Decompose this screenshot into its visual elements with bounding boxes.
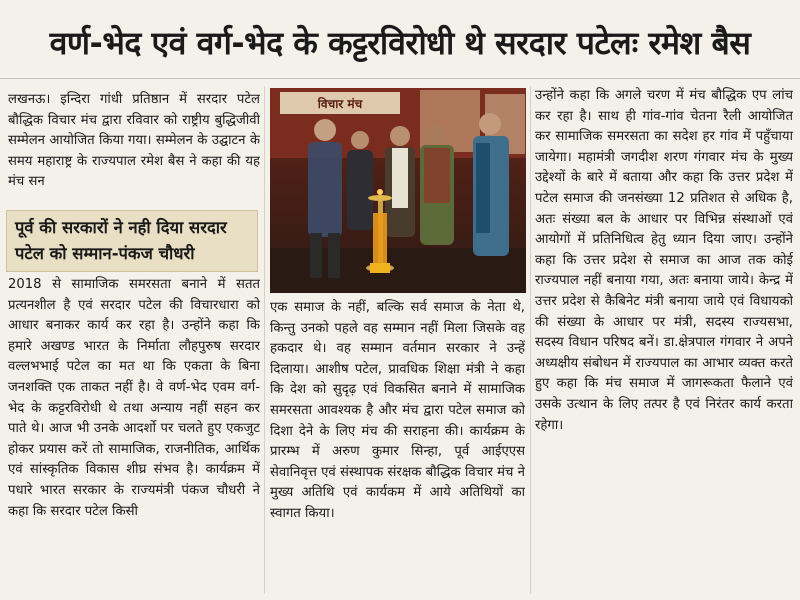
article-paragraph: एक समाज के नहीं, बल्कि सर्व समाज के नेता थे, किन्तु उनको पहले वह सम्मान नहीं मिला जिसके वह हकदार थे। वह सम्मान वर्तमान सरकार ने उन्हें दिलाया। आशीष पटेल, प्रावधिक शिक्षा मंत्री ने कहा कि देश को सुदृढ़ एवं विकसित बनाने में सामाजिक समरसता आवश्यक है और मंच द्वारा पटेल समाज को दिशा देने के लिए मंच की सराहना की। कार्यक्रम के प्रारम्भ में अरुण कुमार सिन्हा, पूर्व आईएएस सेवानिवृत्त एवं संस्थापक संरक्षक बौद्धिक विचार मंच ने मुख्य अतिथि एवं कार्यकम में आये अतिथियों का स्वागत किया। xyxy=(270,300,525,521)
article-column-left-top xyxy=(8,90,260,210)
event-photo xyxy=(270,88,526,293)
column-divider xyxy=(264,86,265,594)
article-paragraph: उन्होंने कहा कि अगले चरण में मंच बौद्धिक एप लांच कर रहा है। साथ ही गांव-गांव चेतना रैली आयोजित कर सामाजिक समरसता का सदेश हर गांव में पहुँचाया जायेगा। महामंत्री जगदीश शरण गंगवार मंच के मुख्य उद्देश्यों के बारे में बताया और कहा कि उत्तर प्रदेश में पटेल समाज की जनसंख्या 12 प्रतिशत से अधिक है, अतः संख्या बल के आधार पर विभिन्न संस्थाओं एवं आयोगों में प्रतिनिधित्व हेतु ध्यान दिया जाए। उन्होंने कहा कि उत्तर प्रदेश से समाज का आज तक कोई राज्यपाल नहीं बनाया गया, अतः बनाया जाये। केन्द्र में उत्तर प्रदेश से कैबिनेट मंत्री बनाया जाये एवं विधायको की संख्या के आधार पर मंत्री, सदस्य राज्यसभा, सदस्य विधान परिषद बनें। डा.क्षेत्रपाल गंगवार ने अपने अध्यक्षीय संबोधन में राज्यपाल का आभार व्यक्त करते हुए कहा कि मंच समाज में जागरूकता फैलाने एवं उसके उत्थान के लिए तत्पर है एवं निरंतर कार्य करता रहेगा। xyxy=(535,88,793,433)
banner-portrait xyxy=(420,90,480,152)
event-photo-illustration xyxy=(270,88,526,293)
article-paragraph: 2018 से सामाजिक समरसता बनाने में सतत प्रत्यनशील है एवं सरदार पटेल की विचारधारा को आधार बनाकर कार्य कर रहा है। उन्होंने कहा कि हमारे अखण्ड भारत के निर्माता लौहपुरुष सरदार वल्लभभाई पटेल का मत था कि एकता के बिना जनशक्ति एक ताकत नहीं है। वे वर्ण-भेद एवम वर्ग-भेद के कट्टरविरोधी थे तथा अन्याय नहीं सहन कर पाते थे। आज भी उनके आदर्शो पर चलते हुए एकजुट होकर प्रयास करें तो सामाजिक, राजनीतिक, आर्थिक एवं सांस्कृतिक विकास शीघ्र संभव है। कार्यक्रम में पधारे भारत सरकार के राज्यमंत्री पंकज चौधरी ने कहा कि सरदार पटेल किसी xyxy=(8,277,260,519)
article-paragraph: लखनऊ। इन्दिरा गांधी प्रतिष्ठान में सरदार पटेल बौद्धिक विचार मंच द्वारा रविवार को राष्ट्रीय बुद्धिजीवी सम्मेलन आयोजित किया गया। सम्मेलन के उद्घाटन के समय महाराष्ट्र के राज्यपाल रमेश बैस ने कहा की यह मंच सन xyxy=(8,92,260,190)
column-divider xyxy=(530,86,531,594)
article-column-left-bottom xyxy=(8,275,260,593)
subheadline-box xyxy=(6,210,258,272)
banner-text: विचार मंच xyxy=(317,97,363,111)
article-column-middle xyxy=(270,298,525,593)
subheadline: पूर्व की सरकारों ने नही दिया सरदार पटेल को सम्मान-पंकज चौधरी xyxy=(15,218,227,263)
headline: वर्ण-भेद एवं वर्ग-भेद के कट्टरविरोधी थे सरदार पटेलः रमेश बैस xyxy=(0,8,800,79)
article-column-right xyxy=(535,86,793,593)
flower-garland xyxy=(370,213,390,273)
